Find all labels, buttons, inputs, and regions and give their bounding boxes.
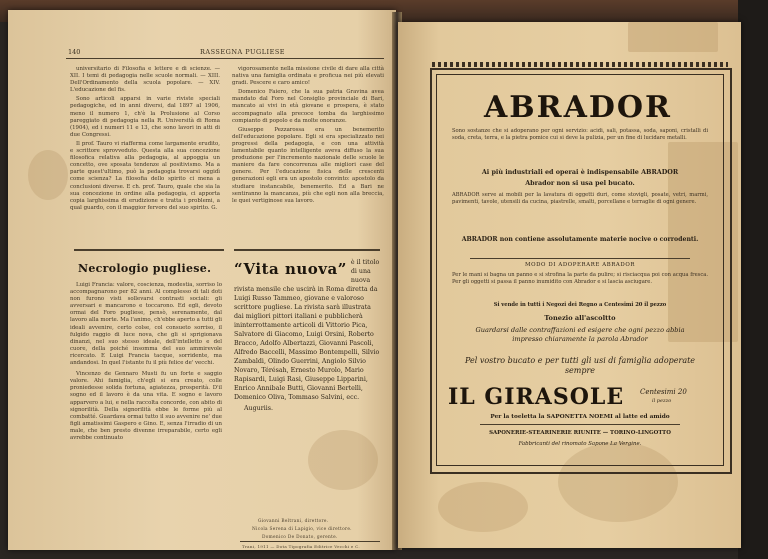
column-1-bottom bbox=[70, 282, 222, 510]
necrology-entry: Luigi Francia: valore, coscienza, modestia, sorriso lo accompagnarono per 82 anni. Al complesso di tali doti non furono visti sollevarsi contrasti sociali: gli avversari e mancarono e toccarono. Ed egli, devoto ormai del Foro pugliese, pensò, serenamente, dal lavoro alla morte. Ma l'animo, ch'ebbe aperto a tutti gli ideali avvenire, certo colse, col consueto sorriso, il fulgido raggio di luce nova, che gli si sprigionava dinanzi, nel suo stesso ideale, dell'intelletto e del cuore, della poiché insomma del suo ammirevole ricercato. E Luigi Francia tacque, sorridente, ma andandosi. In quel l'istante fu il più felice de' vecchi. bbox=[70, 282, 222, 367]
signature-manager: Domenico De Donato, gerente. bbox=[262, 535, 338, 540]
section-rule bbox=[74, 249, 224, 251]
girasole-price: Centesimi 20 bbox=[640, 388, 687, 396]
vita-nuova-text: è il titolo di una nuova rivista mensile che uscirà in Roma diretta da Luigi Russo Tammeo, giovane e valoroso scrittore pugliese. La rivista sarà illustrata dai migliori pittori italiani e pubblicherà ininterrottamente articoli di Vittorio Pica, Salvatore di Giacomo, Luigi Orsini, Roberto Bracco, Adolfo Albertazzi, Giovanni Pascoli, Alfredo Baccelli, Massimo Bontempelli, Silvio Zambaldi, Olindo Guerrini, Angiolo Silvio Novaro, Térésah, Ernesto Murolo, Mario Rapisardi, Luigi Rasi, Giuseppe Lipparini, Enrico Annibale Butti, Giovanni Bertelli, Domenico Oliva, Tommaso Salvini, ecc. bbox=[234, 259, 380, 401]
paragraph: Domenico Faiero, che la sua patria Gravina avea mandato dal Foro nel Consiglio provinciale di Bari, mancato ai vivi in età giovane e prospera, è stato accompagnato alla precoce tomba da larghissimo compianto di popolo e da molte onoranze. bbox=[232, 89, 384, 124]
vita-nuova-closing: Auguriis. bbox=[244, 405, 273, 412]
ad-tonic: Tonezio all'ascoltto bbox=[544, 314, 616, 322]
necrology-entry: Vincenzo de Gennaro Musti fu un forte e saggio valore. Ahi famiglia, ch'egli si era creato, colle proniedesse solida fortuna, agiatezza, prosperità. D'il sogno ed il lavoro è da una vita. E sogno e lavoro apparvero a lui, e nella raccolta concorde, con abito di signorilità. Della signorilità ebbe le forme più al combatté. Guardava ormai tutto il suo avvenire ne' due figli amatissimi Gaspero e Gino. E, senza l'irradio di un male, che ben presto divenne irreparabile, certo egli avrebbe continuato bbox=[70, 371, 222, 441]
abrador-title: ABRADOR bbox=[484, 90, 672, 125]
ad-warning: ABRADOR non contiene assolutamente materie nocive o corrodenti. bbox=[461, 236, 699, 243]
table-background-right bbox=[738, 0, 768, 559]
paragraph: Sono articoli apparsi in varie riviste speciali pedagogiche, ed in anni diversi, dal 1897 al 1906, meno il numero 1, ch'è la Prolusione al Corso pareggiato di pedagogia nella R. Università di Roma (1904), ed i numeri 11 e 13, che sono lavori in atti di due Congressi. bbox=[70, 96, 220, 138]
column-1-top bbox=[70, 66, 220, 246]
ad-body: ABRADOR serve ai mobili per la lavatura di oggetti duri, come stovigli, posate, vetri, marmi, pavimenti, tavole, utensili da cucina, piastrelle, smalti, porcellane e terraglie di ogni genere. bbox=[452, 192, 708, 205]
ad-guard: Guardarsi dalle contraffazioni ed esigere che ogni pezzo abbia impresso chiaramente la parola Abrador bbox=[475, 326, 685, 343]
column-2-top bbox=[232, 66, 384, 246]
paragraph: universitario di Filosofia e lettere e di scienze. — XII. I temi di pedagogia nelle scuole normali. — XIII. Dell'Ordinamento della scuola popolare. — XIV. L'educazione del fis. bbox=[70, 66, 220, 94]
paragraph: Giuseppe Pezzarossa era un benemerito dell'educazione popolare. Egli si era specializzato nei progressi della pedagogia, e con una attività lamentabile quanto intelligente aveva diffuso la sua produzione per l'incremento nazionale delle scuole le maniere da fare concorrenza alle migliori case del genere. Per l'educazione fisica delle crescenti generazioni egli era un apostolo convinto: apostolo da studiare instancabile, benemerito. Ed a Bari ne sentiranno la mancanza, più che egli non alla breccia, le quei vertiginose sua lavoro. bbox=[232, 126, 384, 204]
girasole-maker: SAPONERIE-STEARINERIE RIUNITE — TORINO-LINGOTTO bbox=[489, 430, 671, 436]
ad-sold: Si vende in tutti i Negozi dei Regno a Centesimi 20 il pezzo bbox=[493, 302, 667, 308]
ad-usage-text: Per le mani si bagna un panno e si strofina la parte da pulire; si risciacqua poi con acqua fresca. Per gli oggetti si passa il panno inumidito con Abrador e si lascia asciugare. bbox=[452, 272, 708, 285]
necrology-title: Necrologio pugliese. bbox=[78, 262, 212, 275]
signature-vice-director: Nicola Serena di Lapigio, vice direttore. bbox=[252, 527, 352, 532]
imprint: Trani, 1911 — Dota Tipografia Editrice Vecchi e C. bbox=[242, 544, 360, 549]
section-rule bbox=[234, 249, 380, 251]
signature-director: Giovanni Beltrani, direttore. bbox=[258, 519, 329, 524]
running-head: RASSEGNA PUGLIESE bbox=[200, 48, 286, 56]
imprint-rule bbox=[240, 541, 380, 542]
page-number: 140 bbox=[68, 48, 81, 56]
paragraph: vigorosamente nella missione civile di dare alla città nativa una famiglia ordinata e proficua nei più elevati gradi. Pescere e caro amico! bbox=[232, 66, 384, 87]
ad-usage-title: MODO DI ADOPERARE ABRADOR bbox=[524, 262, 636, 268]
header-rule bbox=[66, 58, 384, 59]
advertisement-ornament bbox=[432, 62, 728, 67]
girasole-line: Per la toeletta la SAPONETTA NOEMI al latte ed amido bbox=[490, 414, 670, 420]
ad-bucato: Pel vostro bucato e per tutti gli usi di famiglia adoperate sempre bbox=[464, 356, 696, 375]
ad-rule bbox=[480, 424, 680, 425]
vita-nuova-title: “Vita nuova” bbox=[234, 260, 347, 278]
paragraph: Il prof. Tauro vi riafferma come largamente erudito, e scrittore sprovveduto. Questa alla sua concezione filosofica relativa alla pedagogia, al appoggia un concetto, ove sposata tendenze al positivismo. Ma a parte quest'ultimo, può la pedagogia trovarsi oggidì come scienza? La filosofia dello spirito ci mena a conclusioni diverse. E ch. prof. Tauro, quale che sia la sua concezione in ordine alla pedagogia, ci apporta copia larghissima di erudizione e tratta i problemi, a qual guardo, con il maggior fervore del suo spirito. G. bbox=[70, 140, 220, 211]
ad-rule bbox=[470, 258, 690, 259]
girasole-unit: il pezzo bbox=[652, 398, 672, 404]
vita-nuova-notice bbox=[234, 258, 380, 508]
ad-intro: Sono sostanze che si adoperano per ogni servizio: acidi, sali, potassa, soda, saponi, cristalli di soda, creta, terra, e la pietra pomice cui si deve la pulizia, per un fine di lucidare metalli. bbox=[452, 128, 708, 141]
girasole-title: IL GIRASOLE bbox=[448, 384, 625, 410]
girasole-footer: Fabbricanti del rinomato Sapone La Vergine. bbox=[518, 441, 642, 447]
ad-headline: Ai più industriali ed operai è indispensabile ABRADOR bbox=[481, 168, 679, 176]
ad-subheadline: Abrador non si usa pel bucato. bbox=[525, 179, 635, 187]
